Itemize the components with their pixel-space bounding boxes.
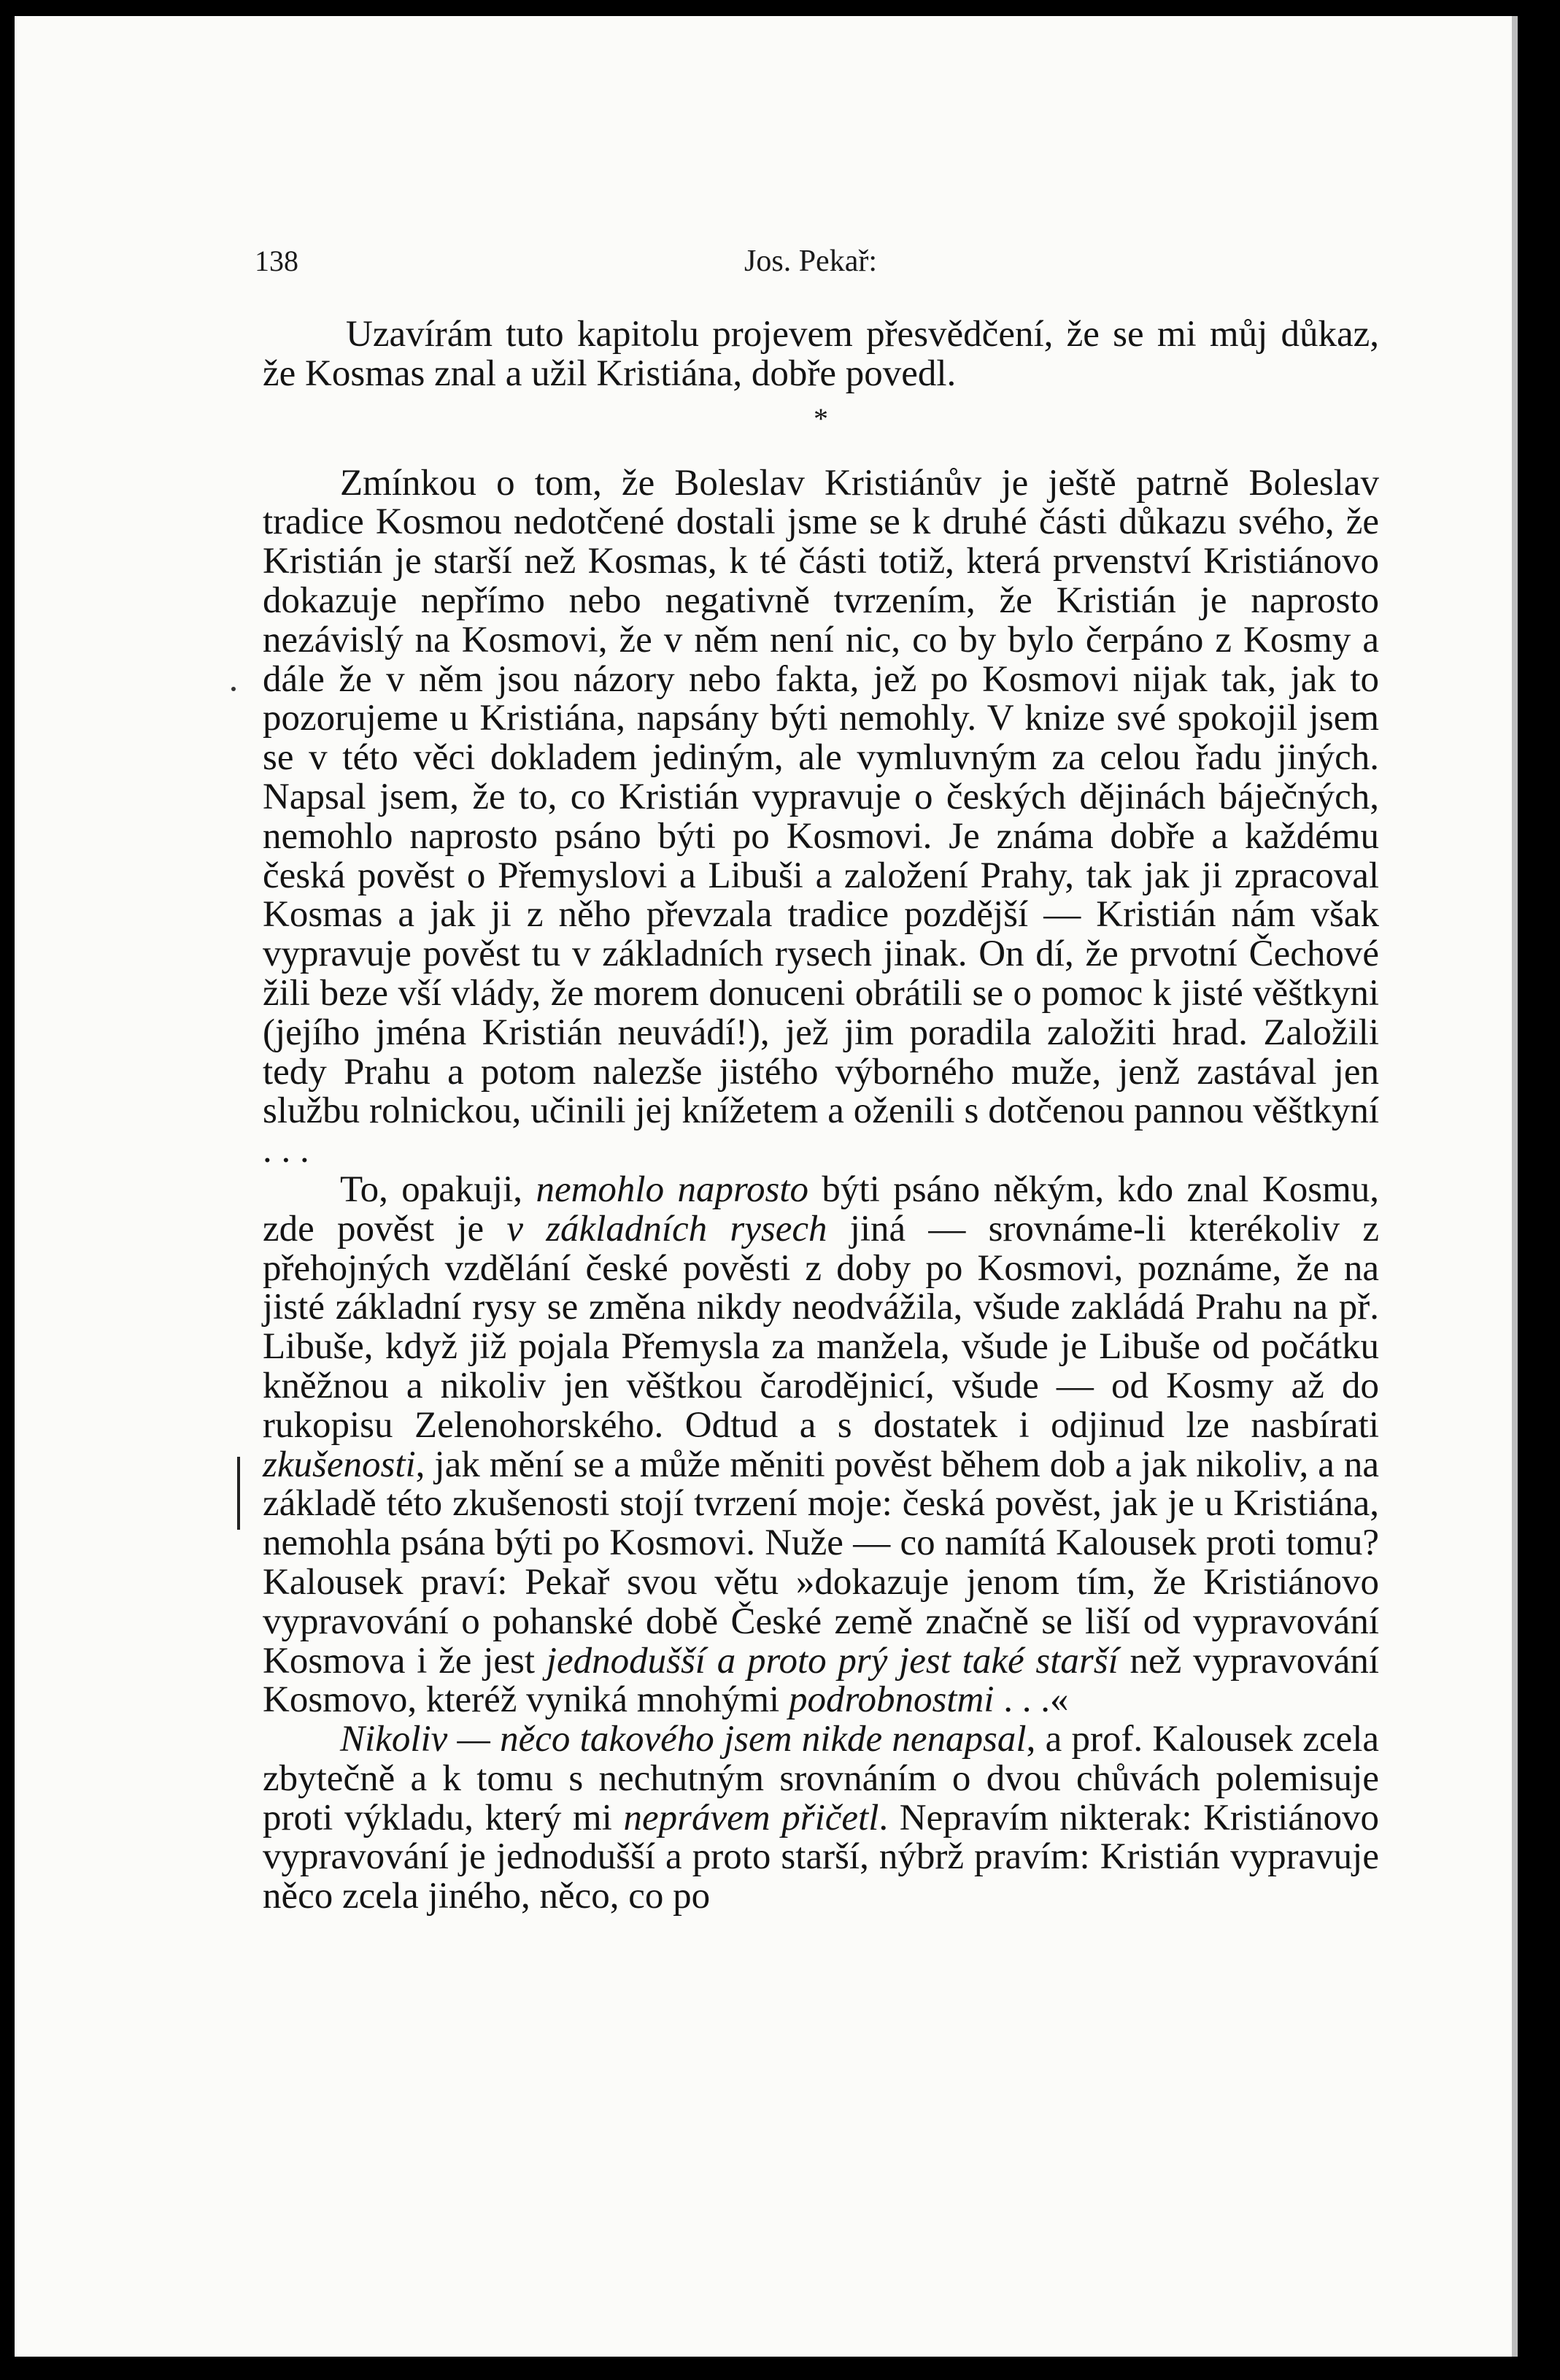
margin-mark: [231, 687, 236, 691]
page-header: [15, 244, 1512, 288]
paragraph: [263, 1168, 1379, 1721]
emphasis: v základních rysech: [506, 1208, 827, 1249]
text-span: . Nepravím nikterak: Kristiánovo vypravování je jednodušší a proto starší, nýbrž pravím: Kristián vypravuje něco zcela jiného, něco, co po: [263, 1797, 1379, 1917]
text-span: , jak mění se a může měniti pověst během dob a jak nikoliv, a na základě této zkušenosti stojí tvrzení moje: česká pověst, jak je u Kristiána, nemohla psána býti po Kosmovi. Nuže — co namítá Kalousek proti tomu? Kalousek praví: Pekař svou větu »dokazuje jenom tím, že Kristiánovo vypravování o pohanské době České země značně se liší od vypravování Kosmova i že jest: [263, 1444, 1379, 1682]
emphasis: nemohlo naprosto: [536, 1168, 808, 1210]
paragraph: [263, 1720, 1379, 1917]
emphasis: Nikoliv — něco takového jsem nikde nenapsal: [340, 1719, 1027, 1760]
paragraph: Uzavírám tuto kapitolu projevem přesvědčení, že se mi můj důkaz, že Kosmas znal a užil Kristiána, dobře povedl.: [263, 314, 1379, 394]
body-text: [263, 315, 1379, 1917]
text-span: . . .«: [994, 1679, 1069, 1721]
emphasis: zkušenosti: [263, 1444, 416, 1485]
running-head: Jos. Pekař:: [744, 244, 877, 278]
page-number: 138: [255, 244, 298, 277]
text-span: býti psáno někým, kdo znal Kosmu, zde pověst je: [263, 1168, 1379, 1249]
emphasis: podrobnostmi: [788, 1679, 995, 1721]
margin-bar: [237, 1457, 240, 1530]
paragraph: Zmínkou o tom, že Boleslav Kristiánův je ještě patrně Boleslav tradice Kosmou nedotčené dostali jsme se k druhé části důkazu svého, že Kristián je starší než Kosmas, k té části totiž, která prvenství Kristiánovo dokazuje nepřímo nebo negativně tvrzením, že Kristián je naprosto nezávislý na Kosmovi, že v něm není nic, co by bylo čerpáno z Kosmy a dále že v něm jsou názory nebo fakta, jež po Kosmovi nijak tak, jak to pozorujeme u Kristiána, napsány býti nemohly. V knize své spokojil jsem se v této věci dokladem jediným, ale vymluvným za celou řadu jiných. Napsal jsem, že to, co Kristián vypravuje o českých dějinách báječných, nemohlo naprosto psáno býti po Kosmovi. Je známa dobře a každému česká pověst o Přemyslovi a Libuši a založení Prahy, tak jak ji zpracoval Kosmas a jak ji z něho převzala tradice pozdější — Kristián nám však vypravuje pověst tu v základních rysech jinak. On dí, že prvotní Čechové žili beze vší vlády, že morem donuceni obrátili se o pomoc k jisté věštkyni (jejího jména Kristián neuvádí!), jež jim poradila založiti hrad. Založili tedy Prahu a potom nalezše jistého výborného muže, jenž zastával jen službu rolnickou, učinili jej knížetem a oženili s dotčenou pannou věštkyní . . .: [263, 462, 1379, 1171]
emphasis: jednodušší a proto prý jest také starší: [546, 1640, 1119, 1682]
text-span: jiná — srovnáme-li kterékoliv z přehojných vzdělání české pověsti z doby po Kosmovi, poznáme, že na jisté základní rysy se změna nikdy neodvážila, všude zakládá Prahu na př. Libuše, když již pojala Přemysla za manžela, všude je Libuše od počátku kněžnou a nikoliv jen věštkou čarodějnicí, všude — od Kosmy až do rukopisu Zelenohorského. Odtud a s dostatek i odjinud lze nasbírati: [263, 1208, 1379, 1446]
emphasis: neprávem přičetl: [623, 1797, 879, 1838]
book-page: [15, 16, 1512, 2357]
text-span: než vypravování Kosmovo, kteréž vyniká mnohými: [263, 1640, 1379, 1721]
text-span: To, opakuji,: [340, 1168, 536, 1210]
page-edge: [1512, 16, 1518, 2357]
section-separator: *: [814, 401, 828, 435]
text-span: , a prof. Kalousek zcela zbytečně a k tomu s nechutným srovnáním o dvou chůvách polemisuje proti výkladu, který mi: [263, 1719, 1380, 1838]
